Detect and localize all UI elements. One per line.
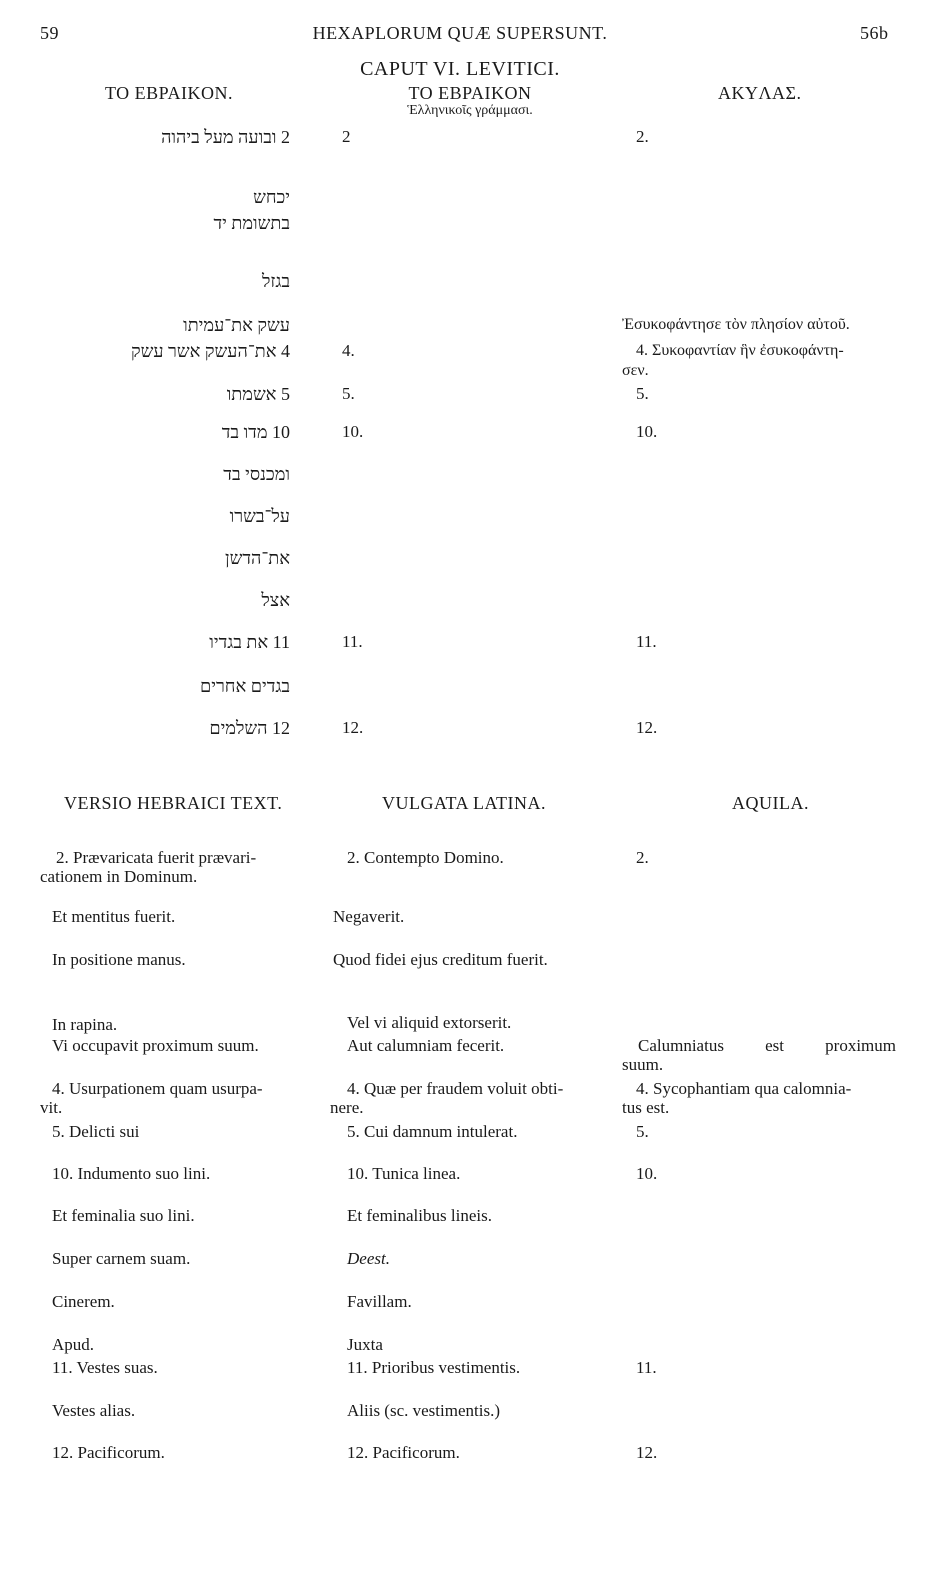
col-head-vulgata: VULGATA LATINA. [382, 793, 547, 813]
transliterated-verse: 5. [342, 384, 355, 403]
aquila-greek-line: 2. [636, 127, 649, 146]
aquila-latin-line: Calumniatus est proximum [638, 1036, 896, 1055]
vulgata-line: 12. Pacificorum. [347, 1443, 460, 1462]
versio-line: In rapina. [52, 1015, 118, 1034]
versio-line: 12. Pacificorum. [52, 1443, 165, 1462]
page-number-left: 59 [40, 23, 59, 43]
vulgata-line: Aut calumniam fecerit. [347, 1036, 505, 1055]
vulgata-line: Juxta [347, 1335, 383, 1354]
vulgata-line: 2. Contempto Domino. [347, 848, 504, 867]
versio-line: vit. [40, 1098, 63, 1117]
aquila-greek-line: 10. [636, 422, 658, 441]
aquila-greek-line: 5. [636, 384, 649, 403]
hebrew-line: את־הדשן [224, 548, 290, 568]
hebrew-line: 11 את בגדיו [209, 632, 290, 652]
aquila-greek-line: 4. Συκοφαντίαν ἣν ἐσυκοφάντη- [636, 342, 844, 359]
vulgata-line: 11. Prioribus vestimentis. [347, 1358, 521, 1377]
vulgata-line: nere. [330, 1098, 364, 1117]
hebrew-line: ומכנסי בד [223, 464, 290, 484]
versio-line: Et feminalia suo lini. [52, 1206, 195, 1225]
aquila-latin-line: 12. [636, 1443, 658, 1462]
col-head-transliterated: TO EBPAIKON [408, 83, 532, 103]
aquila-greek-line: 12. [636, 718, 658, 737]
transliterated-verse: 2 [342, 127, 351, 146]
aquila-greek-line: Ἐσυκοφάντησε τὸν πλησίον αὐτοῦ. [622, 316, 850, 333]
versio-line: 11. Vestes suas. [52, 1358, 158, 1377]
aquila-latin-line: 2. [636, 848, 649, 867]
versio-line: cationem in Dominum. [40, 867, 198, 886]
hebrew-line: עשק את־עמיתו [183, 315, 290, 335]
versio-line: Et mentitus fuerit. [52, 907, 176, 926]
hebrew-line: 4 את־העשק אשר עשק [130, 341, 290, 361]
aquila-latin-line: suum. [622, 1055, 664, 1074]
versio-line: Cinerem. [52, 1292, 115, 1311]
page-number-right: 56b [860, 23, 889, 43]
vulgata-line: Favillam. [347, 1292, 412, 1311]
aquila-greek-line: σεν. [622, 362, 649, 379]
aquila-latin-line: 11. [636, 1358, 657, 1377]
vulgata-line: Et feminalibus lineis. [347, 1206, 492, 1225]
vulgata-line: Aliis (sc. vestimentis.) [347, 1401, 500, 1420]
caput-title: CAPUT VI. LEVITICI. [360, 58, 560, 80]
versio-line: 10. Indumento suo lini. [52, 1164, 211, 1183]
hebrew-line: בגזל [261, 271, 290, 291]
aquila-latin-line: tus est. [622, 1098, 670, 1117]
hebrew-line: יכחש [253, 187, 290, 207]
col-head-hebrew: TO EBPAIKON. [105, 83, 234, 103]
hebrew-line: בתשומת יד [213, 213, 290, 233]
col-head-aquila-greek: AKYΛAΣ. [718, 83, 802, 103]
hebrew-line: 10 מדו בד [221, 422, 290, 442]
versio-line: 5. Delicti sui [52, 1122, 140, 1141]
aquila-latin-line: 5. [636, 1122, 649, 1141]
hebrew-line: בגדים אחרים [200, 676, 290, 696]
transliterated-verse: 4. [342, 341, 355, 360]
vulgata-line: Deest. [347, 1249, 390, 1268]
transliterated-verse: 12. [342, 718, 364, 737]
col-head-transliterated-sub: Ἑλληνικοῖς γράμμασι. [407, 103, 533, 118]
versio-line: Vi occupavit proximum suum. [52, 1036, 259, 1055]
aquila-greek-line: 11. [636, 632, 657, 651]
transliterated-verse: 10. [342, 422, 364, 441]
transliterated-verse: 11. [342, 632, 363, 651]
hebrew-line: על־בשרו [229, 506, 290, 526]
vulgata-line: Negaverit. [333, 907, 405, 926]
hebrew-line: 12 השלמים [209, 718, 290, 738]
hebrew-line: 2 ובועה מעל ביהוה [161, 127, 290, 147]
versio-line: 4. Usurpationem quam usurpa- [52, 1079, 263, 1098]
versio-line: 2. Prævaricata fuerit prævari- [56, 848, 257, 867]
versio-line: Apud. [52, 1335, 95, 1354]
hebrew-line: 5 אשמתו [226, 384, 290, 404]
hebrew-line: אצל [261, 590, 290, 610]
col-head-aquila-latin: AQUILA. [732, 793, 809, 813]
col-head-versio: VERSIO HEBRAICI TEXT. [64, 793, 283, 813]
aquila-latin-line: 4. Sycophantiam qua calomnia- [636, 1079, 852, 1098]
vulgata-line: Vel vi aliquid extorserit. [347, 1013, 512, 1032]
aquila-latin-line: 10. [636, 1164, 658, 1183]
running-title: HEXAPLORUM QUÆ SUPERSUNT. [312, 23, 608, 43]
versio-line: Super carnem suam. [52, 1249, 191, 1268]
vulgata-line: 4. Quæ per fraudem voluit obti- [347, 1079, 564, 1098]
vulgata-line: 5. Cui damnum intulerat. [347, 1122, 518, 1141]
vulgata-line: 10. Tunica linea. [347, 1164, 461, 1183]
versio-line: In positione manus. [52, 950, 186, 969]
vulgata-line: Quod fidei ejus creditum fuerit. [333, 950, 548, 969]
versio-line: Vestes alias. [52, 1401, 136, 1420]
